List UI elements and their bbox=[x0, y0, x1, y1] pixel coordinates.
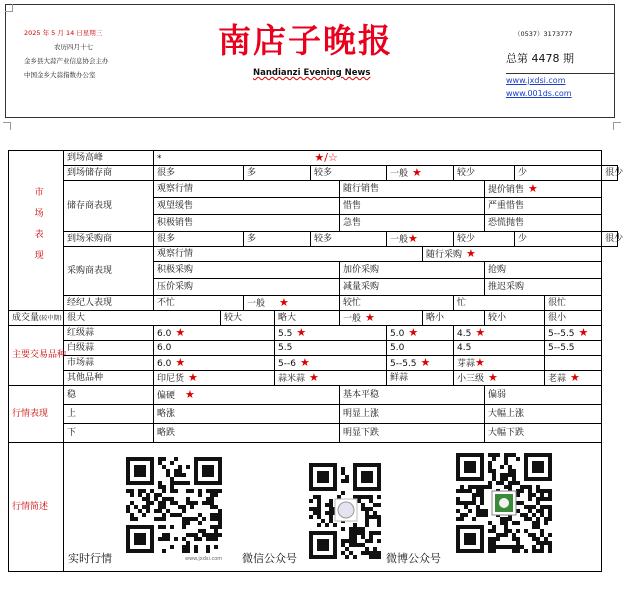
price-cell bbox=[154, 356, 275, 371]
host-line: 金乡县大蒜产业信息协会主办 bbox=[24, 57, 109, 65]
section-varieties bbox=[9, 326, 67, 386]
price-cell bbox=[454, 326, 545, 341]
section-review bbox=[9, 443, 64, 572]
variety-name: 红级蒜 bbox=[64, 326, 154, 341]
star-icon: ★ bbox=[175, 325, 186, 339]
qr-code-realtime[interactable] bbox=[126, 457, 222, 553]
row-label: 到场采购商 bbox=[64, 232, 154, 247]
scale-cell: 多 bbox=[244, 232, 311, 247]
trend-cell: 下 bbox=[64, 424, 154, 443]
section-label: 行情表现 bbox=[12, 408, 49, 419]
price-text: 5--5.5 bbox=[548, 328, 575, 339]
trend-cell: 大幅下跌 bbox=[485, 424, 602, 443]
qr-label-wechat: 微信公众号 bbox=[242, 552, 297, 565]
date-line: 2025 年 5 月 14 日星期三 bbox=[24, 29, 103, 37]
scale-cell: 较多 bbox=[311, 232, 387, 247]
link-001ds[interactable]: www.001ds.com bbox=[506, 89, 572, 98]
behavior-cell: 观察行情 bbox=[154, 181, 340, 198]
star-icon: ★ bbox=[475, 355, 485, 369]
office-line: 中国金乡大蒜指数办公室 bbox=[24, 71, 96, 79]
scale-cell: 较少 bbox=[454, 166, 515, 181]
behavior-text: 随行采购 bbox=[426, 249, 463, 260]
behavior-cell: 恐慌抛售 bbox=[485, 215, 602, 232]
price-text: 4.5 bbox=[457, 328, 472, 339]
price-cell bbox=[154, 371, 275, 386]
qr-area bbox=[64, 443, 601, 571]
table-row bbox=[9, 311, 618, 326]
qr-label-realtime: 实时行情 bbox=[68, 552, 112, 565]
table-row bbox=[9, 296, 618, 311]
star-icon: ★ bbox=[408, 231, 418, 245]
review-content bbox=[64, 443, 602, 572]
variety-row bbox=[9, 326, 618, 341]
section-label: 行情简述 bbox=[12, 501, 49, 512]
trend-cell: 稳 bbox=[64, 386, 154, 405]
row-label: 采购商表现 bbox=[64, 247, 154, 296]
star-icon: ★ bbox=[420, 355, 431, 369]
star-icon: ★ bbox=[488, 370, 498, 384]
variety-name: 白级蒜 bbox=[64, 341, 154, 356]
scale-cell: 很多 bbox=[154, 166, 244, 181]
variety-name: 市场蒜 bbox=[64, 356, 154, 371]
section-trend bbox=[9, 386, 64, 443]
price-cell: 6.0 bbox=[154, 341, 275, 356]
price-text: 5.0 bbox=[390, 328, 405, 339]
trend-cell: 明显上涨 bbox=[340, 405, 485, 424]
trend-text: 偏硬 bbox=[157, 390, 176, 401]
trend-cell: 偏弱 bbox=[485, 386, 602, 405]
behavior-cell: 减量采购 bbox=[340, 279, 485, 296]
trend-row bbox=[9, 424, 618, 443]
star-icon: ★ bbox=[309, 370, 319, 384]
peak-cell bbox=[154, 151, 602, 166]
star-icon: ★ bbox=[578, 325, 589, 339]
variety-row bbox=[9, 356, 618, 371]
variety-row bbox=[9, 341, 618, 356]
broker-cell: 不忙 bbox=[154, 296, 244, 311]
variety-name: 其他品种 bbox=[64, 371, 154, 386]
star-icon: ★ bbox=[570, 370, 580, 384]
section-market bbox=[9, 151, 64, 311]
scale-cell: 很少 bbox=[602, 166, 618, 181]
star-icon: ★ bbox=[279, 295, 289, 309]
scale-cell-selected bbox=[387, 166, 454, 181]
scale-cell: 很少 bbox=[602, 232, 618, 247]
trend-cell: 上 bbox=[64, 405, 154, 424]
table-row bbox=[9, 232, 618, 247]
row-label bbox=[9, 311, 64, 326]
corner-mark bbox=[3, 122, 11, 130]
behavior-cell: 抢购 bbox=[485, 262, 602, 279]
price-text: 老蒜 bbox=[548, 373, 567, 384]
behavior-cell: 压价采购 bbox=[154, 279, 340, 296]
corner-mark bbox=[613, 122, 621, 130]
scale-cell-selected bbox=[387, 232, 454, 247]
price-cell bbox=[275, 326, 387, 341]
table-row bbox=[9, 247, 618, 262]
qr-code-wechat[interactable] bbox=[309, 463, 383, 559]
price-cell: 5.0 bbox=[387, 341, 454, 356]
variety-row bbox=[9, 371, 618, 386]
trend-row bbox=[9, 405, 618, 424]
price-text: 5.5 bbox=[278, 328, 293, 339]
row-label: 经纪人表现 bbox=[64, 296, 154, 311]
market-report-table bbox=[8, 150, 624, 572]
table-row bbox=[9, 181, 618, 198]
qr-code-weibo[interactable] bbox=[456, 453, 552, 555]
behavior-cell: 惜售 bbox=[340, 198, 485, 215]
price-cell bbox=[275, 356, 387, 371]
price-text: 印尼货 bbox=[157, 373, 185, 384]
volume-cell: 略大 bbox=[275, 311, 340, 326]
behavior-cell: 随行销售 bbox=[340, 181, 485, 198]
newspaper-subtitle bbox=[253, 68, 370, 78]
price-text: 芽蒜 bbox=[457, 358, 476, 369]
behavior-cell: 加价采购 bbox=[340, 262, 485, 279]
price-cell bbox=[154, 326, 275, 341]
price-cell: 鲜蒜 bbox=[387, 371, 454, 386]
trend-cell: 明显下跌 bbox=[340, 424, 485, 443]
review-row bbox=[9, 443, 618, 572]
row-label: 储存商表现 bbox=[64, 181, 154, 232]
star-icon: ★ bbox=[188, 370, 198, 384]
volume-cell: 略小 bbox=[423, 311, 485, 326]
trend-row bbox=[9, 386, 618, 405]
behavior-cell: 观察行情 bbox=[154, 247, 423, 262]
star-icon: ★ bbox=[412, 165, 422, 179]
price-text: 6.0 bbox=[157, 328, 172, 339]
price-cell bbox=[545, 356, 602, 371]
subtitle-text: Nandianzi Evening News bbox=[253, 68, 371, 78]
behavior-cell: 推迟采购 bbox=[485, 279, 602, 296]
star-icon: ★ bbox=[365, 310, 375, 324]
price-cell: 4.5 bbox=[454, 341, 545, 356]
scale-cell: 少 bbox=[515, 166, 602, 181]
scale-cell: 少 bbox=[515, 232, 602, 247]
volume-cell-selected bbox=[340, 311, 423, 326]
trend-cell: 大幅上涨 bbox=[485, 405, 602, 424]
price-text: 5--6 bbox=[278, 358, 296, 369]
price-cell bbox=[387, 356, 454, 371]
star-icon: ★ bbox=[475, 325, 486, 339]
price-cell bbox=[545, 371, 602, 386]
broker-cell: 较忙 bbox=[340, 296, 454, 311]
star-icon: ★ bbox=[296, 325, 307, 339]
trend-cell: 略涨 bbox=[154, 405, 340, 424]
behavior-cell-selected bbox=[423, 247, 602, 262]
peak-stars: ★/☆ bbox=[314, 150, 338, 164]
price-cell bbox=[275, 371, 387, 386]
volume-note: (较中期) bbox=[39, 314, 62, 322]
behavior-cell: 急售 bbox=[340, 215, 485, 232]
section-label: 市场表现 bbox=[32, 186, 43, 271]
star-icon: ★ bbox=[185, 387, 195, 401]
section-label: 主要交易品种 bbox=[12, 350, 67, 361]
behavior-cell: 积极采购 bbox=[154, 262, 340, 279]
price-cell: 5--5.5 bbox=[545, 341, 602, 356]
phone-number: （0537）3173777 bbox=[514, 30, 573, 38]
scale-cell: 较多 bbox=[311, 166, 387, 181]
price-cell: 5.5 bbox=[275, 341, 387, 356]
star-icon: ★ bbox=[408, 325, 419, 339]
table-row bbox=[9, 166, 618, 181]
table-row bbox=[9, 151, 618, 166]
volume-cell: 较小 bbox=[485, 311, 545, 326]
newspaper-title: 南店子晚报 bbox=[218, 21, 393, 60]
scale-text: 一般 bbox=[390, 168, 409, 179]
peak-value: * bbox=[157, 153, 162, 164]
volume-cell: 很小 bbox=[545, 311, 602, 326]
behavior-cell: 观望缓售 bbox=[154, 198, 340, 215]
qr-label-weibo: 微博公众号 bbox=[386, 552, 441, 565]
trend-cell: 略跌 bbox=[154, 424, 340, 443]
price-text: 蒜米蒜 bbox=[278, 373, 306, 384]
masthead bbox=[5, 4, 615, 118]
broker-cell-selected bbox=[244, 296, 340, 311]
row-label: 到场储存商 bbox=[64, 166, 154, 181]
price-text: 5--5.5 bbox=[390, 358, 417, 369]
trend-cell-selected bbox=[154, 386, 340, 405]
behavior-cell-selected bbox=[485, 181, 602, 198]
scale-cell: 多 bbox=[244, 166, 311, 181]
qr-site-text: www.jxdsi.com bbox=[185, 556, 223, 562]
broker-cell: 很忙 bbox=[545, 296, 602, 311]
volume-cell: 很大 bbox=[64, 311, 221, 326]
link-jxdsi[interactable]: www.jxdsi.com bbox=[506, 76, 566, 85]
star-icon: ★ bbox=[528, 181, 538, 195]
star-icon: ★ bbox=[466, 246, 476, 260]
star-icon: ★ bbox=[175, 355, 186, 369]
broker-cell: 忙 bbox=[454, 296, 545, 311]
behavior-text: 提价销售 bbox=[488, 184, 525, 195]
price-cell bbox=[454, 371, 545, 386]
volume-text: 一般 bbox=[343, 313, 362, 324]
volume-label: 成交量 bbox=[12, 312, 40, 323]
price-text: 小三级 bbox=[457, 373, 485, 384]
header-divider bbox=[506, 73, 614, 74]
broker-text: 一般 bbox=[247, 298, 266, 309]
scale-text: 一般 bbox=[390, 234, 409, 245]
scale-cell: 较少 bbox=[454, 232, 515, 247]
behavior-cell: 严重惜售 bbox=[485, 198, 602, 215]
price-cell bbox=[545, 326, 602, 341]
lunar-date: 农历四月十七 bbox=[54, 43, 93, 51]
row-label: 到场高峰 bbox=[64, 151, 154, 166]
price-cell bbox=[387, 326, 454, 341]
trend-cell: 基本平稳 bbox=[340, 386, 485, 405]
price-text: 6.0 bbox=[157, 358, 172, 369]
issue-number: 总第 4478 期 bbox=[506, 52, 574, 65]
price-cell bbox=[454, 356, 545, 371]
behavior-cell: 积极销售 bbox=[154, 215, 340, 232]
star-icon: ★ bbox=[299, 355, 310, 369]
scale-cell: 很多 bbox=[154, 232, 244, 247]
volume-cell: 较大 bbox=[221, 311, 275, 326]
